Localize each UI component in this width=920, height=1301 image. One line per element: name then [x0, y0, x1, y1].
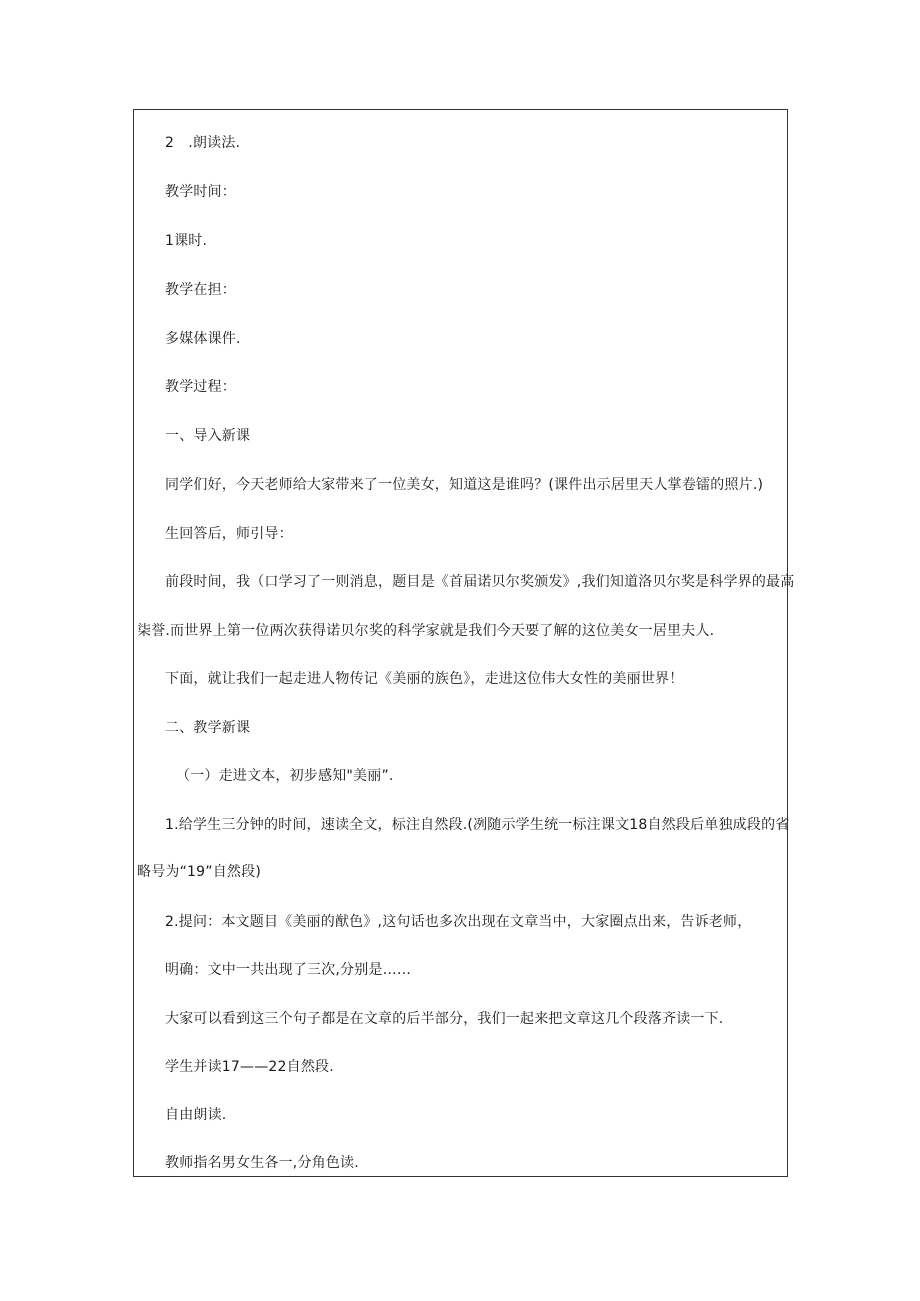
paragraph-student-answer: 生回答后，师引导： — [165, 526, 293, 542]
teaching-aids-value: 多媒体课件. — [165, 331, 241, 347]
step-two-question: 2.提问：本文题目《美丽的猷色》,这句话也多次出现在文章当中，大家圈点出来，告诉老师， — [165, 914, 752, 930]
paragraph-read-17-22: 学生并读17——22自然段. — [165, 1059, 334, 1075]
section-new-lesson-heading: 二、教学新课 — [165, 720, 251, 736]
paragraph-free-reading: 自由朗读. — [165, 1107, 227, 1123]
teaching-time-heading: 教学时间： — [165, 184, 236, 200]
step-two-answer: 明确：文中一共出现了三次,分别是…… — [165, 962, 412, 978]
paragraph-role-reading: 教师指名男女生各一,分角色读. — [165, 1155, 359, 1171]
step-one-line-1: 1.给学生三分钟的时间，速读全文，标注自然段.(冽随示学生统一标注课文18自然段后单独成段的省 — [165, 817, 790, 833]
paragraph-read-together: 大家可以看到这三个句子都是在文章的后半部分，我们一起来把文章这几个段落齐读一下. — [165, 1011, 724, 1027]
paragraph-news-line-2: 柒誉.而世界上第一位两次获得诺贝尔奖的科学家就是我们今天要了解的这位美女一居里夫人. — [137, 623, 715, 639]
paragraph-transition: 下面，就让我们一起走进人物传记《美丽的族色》，走进这位伟大女性的美丽世界！ — [165, 671, 684, 687]
method-reading-line: 2 .朗读法. — [165, 135, 241, 151]
teaching-process-heading: 教学过程： — [165, 379, 236, 395]
subsection-one-heading: （一）走进文本，初步感知"美丽”. — [176, 768, 394, 784]
step-one-line-2: 略号为“19”自然段) — [137, 864, 261, 880]
teaching-aids-heading: 教学在担： — [165, 282, 236, 298]
teaching-time-value: 1课时. — [165, 233, 208, 249]
paragraph-news-line-1: 前段时间，我（口学习了一则消息，题目是《首届诺贝尔奖颁发》,我们知道洛贝尔奖是科学界的最高 — [165, 574, 795, 590]
paragraph-greeting: 同学们好，今天老师给大家带来了一位美女，知道这是谁吗？(课件出示居里天人掌卷镭的照片.) — [165, 477, 764, 493]
section-intro-heading: 一、导入新课 — [165, 428, 251, 444]
